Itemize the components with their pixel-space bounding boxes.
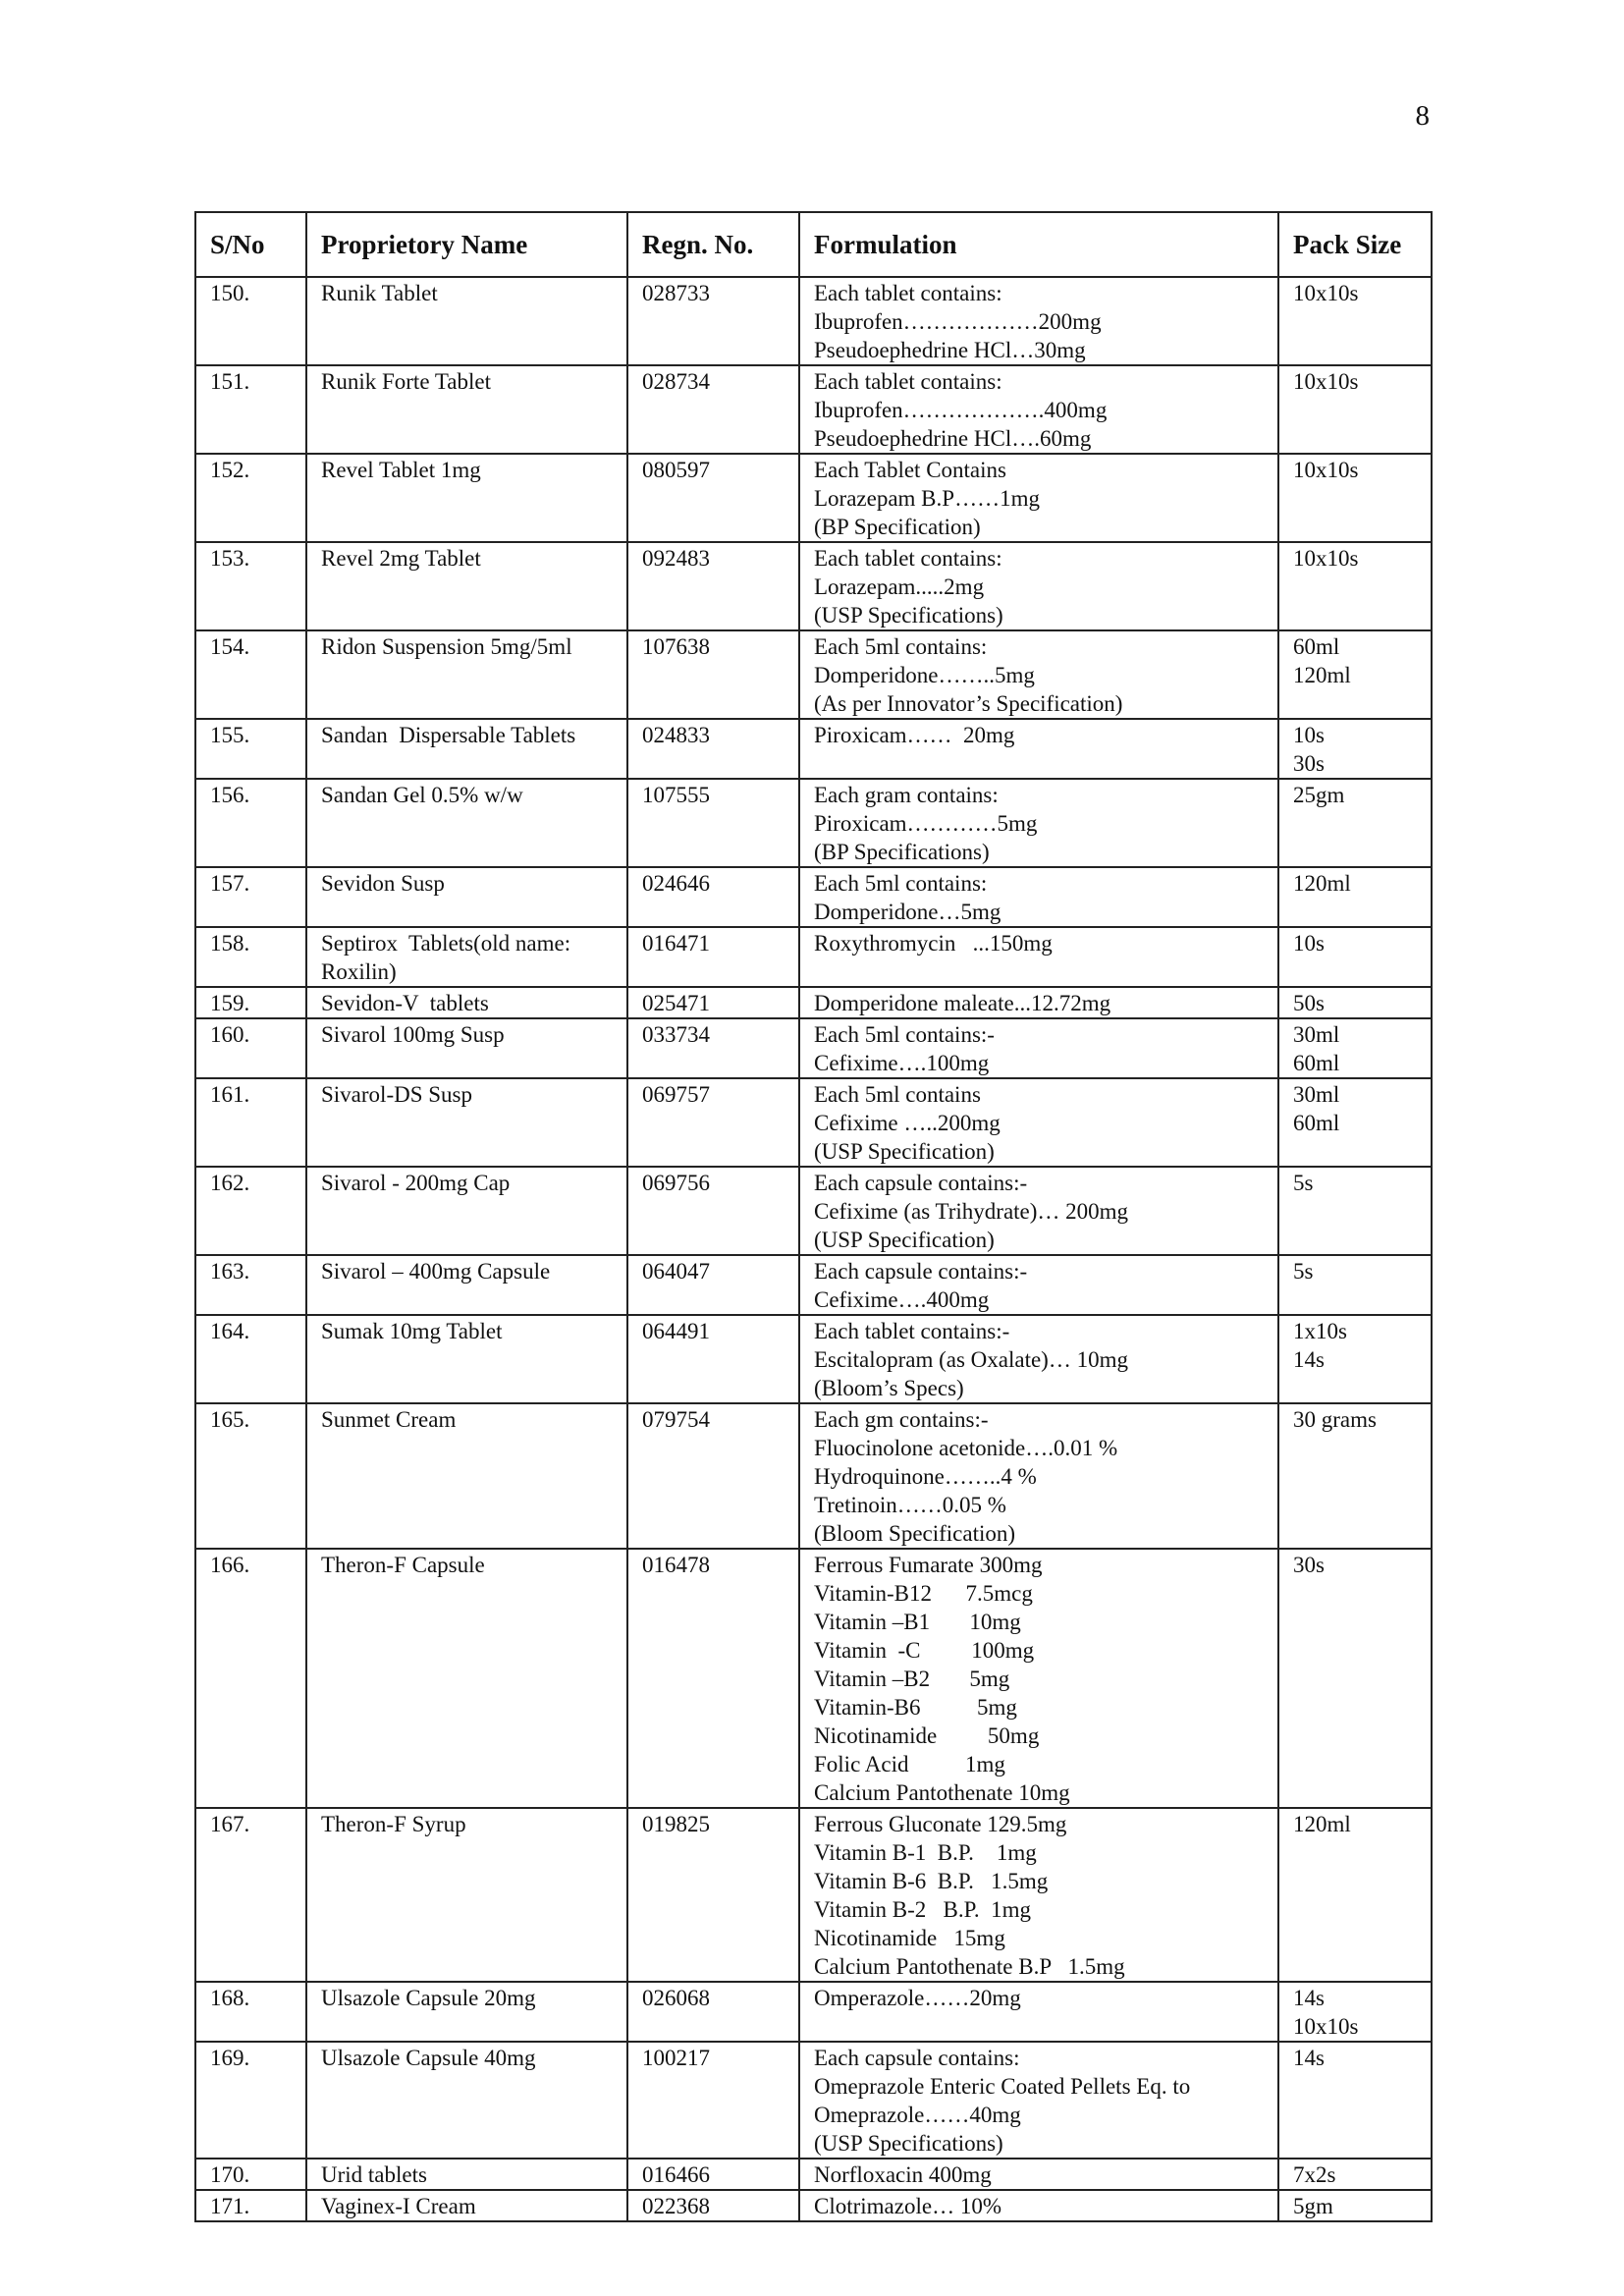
formulation-line: Vitamin –B2 5mg <box>814 1667 1010 1691</box>
cell-formulation <box>799 1018 1278 1078</box>
cell-sno: 167. <box>195 1808 306 1982</box>
cell-proprietory-name <box>306 1982 627 2042</box>
cell-proprietory-name <box>306 987 627 1018</box>
formulation-line: Each tablet contains: <box>814 281 1002 305</box>
name-line: Revel 2mg Tablet <box>321 546 481 571</box>
cell-proprietory-name <box>306 1403 627 1549</box>
pack-line: 10x10s <box>1293 546 1359 571</box>
cell-sno: 163. <box>195 1255 306 1315</box>
pack-line: 10x10s <box>1293 2014 1359 2039</box>
pack-line: 10s <box>1293 723 1325 747</box>
cell-formulation <box>799 2190 1278 2221</box>
formulation-line: Each capsule contains:- <box>814 1171 1028 1195</box>
table-row <box>195 1255 1432 1315</box>
formulation-line: (USP Specifications) <box>814 603 1003 628</box>
cell-proprietory-name <box>306 927 627 987</box>
pack-line: 5s <box>1293 1171 1314 1195</box>
cell-pack-size <box>1278 1982 1432 2042</box>
pack-line: 10s <box>1293 931 1325 956</box>
name-line: Ulsazole Capsule 40mg <box>321 2046 536 2070</box>
formulation-line: Roxythromycin ...150mg <box>814 931 1053 956</box>
cell-proprietory-name <box>306 2159 627 2190</box>
cell-proprietory-name <box>306 779 627 867</box>
name-line: Revel Tablet 1mg <box>321 458 481 482</box>
formulation-line: Folic Acid 1mg <box>814 1752 1005 1777</box>
formulation-line: Clotrimazole… 10% <box>814 2194 1001 2218</box>
formulation-line: Ferrous Gluconate 129.5mg <box>814 1812 1067 1836</box>
cell-formulation <box>799 2042 1278 2159</box>
cell-regn-no: 107555 <box>627 779 799 867</box>
formulation-line: Omperazole……20mg <box>814 1986 1021 2010</box>
name-line: Runik Tablet <box>321 281 438 305</box>
formulation-line: Each Tablet Contains <box>814 458 1006 482</box>
table-row <box>195 1808 1432 1982</box>
pack-line: 30 grams <box>1293 1407 1377 1432</box>
name-line: Sumak 10mg Tablet <box>321 1319 503 1343</box>
name-line: Urid tablets <box>321 2162 427 2187</box>
formulation-line: Vitamin B-1 B.P. 1mg <box>814 1840 1037 1865</box>
table-row <box>195 867 1432 927</box>
table-row <box>195 779 1432 867</box>
cell-regn-no: 025471 <box>627 987 799 1018</box>
cell-formulation <box>799 1255 1278 1315</box>
cell-regn-no: 019825 <box>627 1808 799 1982</box>
cell-regn-no: 079754 <box>627 1403 799 1549</box>
table-row <box>195 987 1432 1018</box>
pack-line: 60ml <box>1293 1111 1340 1135</box>
cell-regn-no: 092483 <box>627 542 799 630</box>
cell-proprietory-name <box>306 1167 627 1255</box>
cell-sno: 151. <box>195 365 306 454</box>
cell-sno: 170. <box>195 2159 306 2190</box>
cell-pack-size <box>1278 2190 1432 2221</box>
name-line: Sivarol 100mg Susp <box>321 1022 505 1047</box>
cell-proprietory-name <box>306 365 627 454</box>
name-line: Septirox Tablets(old name: <box>321 931 571 956</box>
cell-formulation <box>799 987 1278 1018</box>
formulation-line: (BP Specification) <box>814 515 981 539</box>
table-row <box>195 1982 1432 2042</box>
header-formulation: Formulation <box>799 212 1278 277</box>
cell-formulation <box>799 542 1278 630</box>
pack-line: 30s <box>1293 751 1325 776</box>
name-line: Sivarol-DS Susp <box>321 1082 472 1107</box>
cell-pack-size <box>1278 1018 1432 1078</box>
pack-line: 10x10s <box>1293 458 1359 482</box>
name-line: Roxilin) <box>321 959 397 984</box>
table-row <box>195 277 1432 365</box>
formulation-line: Domperidone……..5mg <box>814 663 1035 687</box>
formulation-line: Each 5ml contains: <box>814 871 988 896</box>
table-row <box>195 1018 1432 1078</box>
formulation-line: Each gram contains: <box>814 783 999 807</box>
formulation-line: Cefixime….100mg <box>814 1051 990 1075</box>
cell-regn-no: 028734 <box>627 365 799 454</box>
cell-pack-size <box>1278 927 1432 987</box>
cell-sno: 156. <box>195 779 306 867</box>
cell-formulation <box>799 719 1278 779</box>
pack-line: 120ml <box>1293 1812 1351 1836</box>
formulation-line: Each capsule contains: <box>814 2046 1020 2070</box>
formulation-line: Escitalopram (as Oxalate)… 10mg <box>814 1347 1128 1372</box>
cell-formulation <box>799 365 1278 454</box>
name-line: Theron-F Capsule <box>321 1553 485 1577</box>
pack-line: 5gm <box>1293 2194 1333 2218</box>
cell-pack-size <box>1278 987 1432 1018</box>
cell-pack-size <box>1278 1403 1432 1549</box>
formulation-line: Omeprazole Enteric Coated Pellets Eq. to <box>814 2074 1191 2099</box>
cell-regn-no: 064491 <box>627 1315 799 1403</box>
formulation-line: Lorazepam B.P……1mg <box>814 486 1040 511</box>
cell-regn-no: 069757 <box>627 1078 799 1167</box>
table-header-row <box>195 212 1432 277</box>
pack-line: 1x10s <box>1293 1319 1347 1343</box>
formulation-line: (USP Specifications) <box>814 2131 1003 2156</box>
cell-sno: 159. <box>195 987 306 1018</box>
cell-formulation <box>799 454 1278 542</box>
name-line: Sunmet Cream <box>321 1407 457 1432</box>
drug-registration-table <box>194 211 1433 2222</box>
formulation-line: Each capsule contains:- <box>814 1259 1028 1284</box>
pack-line: 30s <box>1293 1553 1325 1577</box>
formulation-line: Each gm contains:- <box>814 1407 989 1432</box>
cell-pack-size <box>1278 1167 1432 1255</box>
formulation-line: (Bloom Specification) <box>814 1521 1016 1546</box>
cell-regn-no: 016466 <box>627 2159 799 2190</box>
cell-regn-no: 069756 <box>627 1167 799 1255</box>
cell-formulation <box>799 779 1278 867</box>
formulation-line: Each tablet contains:- <box>814 1319 1010 1343</box>
cell-pack-size <box>1278 542 1432 630</box>
formulation-line: Vitamin-B12 7.5mcg <box>814 1581 1033 1606</box>
cell-formulation <box>799 1403 1278 1549</box>
cell-regn-no: 100217 <box>627 2042 799 2159</box>
cell-sno: 168. <box>195 1982 306 2042</box>
cell-formulation <box>799 1315 1278 1403</box>
cell-proprietory-name <box>306 454 627 542</box>
cell-sno: 165. <box>195 1403 306 1549</box>
cell-regn-no: 024833 <box>627 719 799 779</box>
cell-sno: 164. <box>195 1315 306 1403</box>
formulation-line: Pseudoephedrine HCl…30mg <box>814 338 1086 362</box>
cell-pack-size <box>1278 277 1432 365</box>
formulation-line: Pseudoephedrine HCl….60mg <box>814 426 1092 451</box>
header-regn-no: Regn. No. <box>627 212 799 277</box>
formulation-line: Ibuprofen………………200mg <box>814 309 1102 334</box>
name-line: Vaginex-I Cream <box>321 2194 476 2218</box>
cell-sno: 157. <box>195 867 306 927</box>
cell-sno: 153. <box>195 542 306 630</box>
formulation-line: Cefixime….400mg <box>814 1287 990 1312</box>
table-row <box>195 454 1432 542</box>
cell-pack-size <box>1278 867 1432 927</box>
name-line: Sevidon-V tablets <box>321 991 489 1015</box>
formulation-line: Ibuprofen……………….400mg <box>814 398 1108 422</box>
cell-formulation <box>799 630 1278 719</box>
cell-proprietory-name <box>306 2042 627 2159</box>
table-row <box>195 1078 1432 1167</box>
formulation-line: Lorazepam.....2mg <box>814 574 985 599</box>
cell-proprietory-name <box>306 277 627 365</box>
cell-pack-size <box>1278 1315 1432 1403</box>
pack-line: 30ml <box>1293 1022 1340 1047</box>
formulation-line: Ferrous Fumarate 300mg <box>814 1553 1043 1577</box>
table-row <box>195 1549 1432 1808</box>
cell-proprietory-name <box>306 1078 627 1167</box>
pack-line: 120ml <box>1293 871 1351 896</box>
cell-proprietory-name <box>306 1018 627 1078</box>
cell-sno: 158. <box>195 927 306 987</box>
cell-sno: 150. <box>195 277 306 365</box>
formulation-line: Domperidone maleate...12.72mg <box>814 991 1111 1015</box>
formulation-line: Piroxicam…………5mg <box>814 811 1038 836</box>
cell-proprietory-name <box>306 1255 627 1315</box>
formulation-line: (Bloom’s Specs) <box>814 1376 964 1400</box>
page-number: 8 <box>1415 100 1430 132</box>
cell-sno: 161. <box>195 1078 306 1167</box>
pack-line: 10x10s <box>1293 369 1359 394</box>
formulation-line: Norfloxacin 400mg <box>814 2162 992 2187</box>
formulation-line: Vitamin –B1 10mg <box>814 1610 1021 1634</box>
formulation-line: Cefixime (as Trihydrate)… 200mg <box>814 1199 1129 1224</box>
formulation-line: Each 5ml contains:- <box>814 1022 995 1047</box>
cell-regn-no: 064047 <box>627 1255 799 1315</box>
formulation-line: (USP Specification) <box>814 1139 995 1164</box>
cell-proprietory-name <box>306 630 627 719</box>
cell-regn-no: 107638 <box>627 630 799 719</box>
formulation-line: Nicotinamide 50mg <box>814 1723 1040 1748</box>
cell-proprietory-name <box>306 1315 627 1403</box>
cell-pack-size <box>1278 1255 1432 1315</box>
name-line: Ulsazole Capsule 20mg <box>321 1986 536 2010</box>
cell-sno: 154. <box>195 630 306 719</box>
name-line: Sevidon Susp <box>321 871 445 896</box>
name-line: Sivarol – 400mg Capsule <box>321 1259 551 1284</box>
name-line: Runik Forte Tablet <box>321 369 492 394</box>
name-line: Ridon Suspension 5mg/5ml <box>321 634 572 659</box>
formulation-line: Vitamin-B6 5mg <box>814 1695 1017 1720</box>
table-row <box>195 630 1432 719</box>
cell-sno: 155. <box>195 719 306 779</box>
formulation-line: Each 5ml contains <box>814 1082 981 1107</box>
cell-formulation <box>799 867 1278 927</box>
formulation-line: Calcium Pantothenate 10mg <box>814 1780 1070 1805</box>
name-line: Theron-F Syrup <box>321 1812 466 1836</box>
formulation-line: Omeprazole……40mg <box>814 2103 1021 2127</box>
formulation-line: (As per Innovator’s Specification) <box>814 691 1123 716</box>
formulation-line: Fluocinolone acetonide….0.01 % <box>814 1436 1118 1460</box>
formulation-line: Domperidone…5mg <box>814 900 1001 924</box>
cell-proprietory-name <box>306 1808 627 1982</box>
cell-regn-no: 024646 <box>627 867 799 927</box>
formulation-line: Cefixime …..200mg <box>814 1111 1001 1135</box>
pack-line: 14s <box>1293 1986 1325 2010</box>
header-sno: S/No <box>195 212 306 277</box>
table-row <box>195 1315 1432 1403</box>
cell-pack-size <box>1278 2159 1432 2190</box>
cell-regn-no: 080597 <box>627 454 799 542</box>
formulation-line: Vitamin B-6 B.P. 1.5mg <box>814 1869 1049 1893</box>
header-pack-size: Pack Size <box>1278 212 1432 277</box>
cell-regn-no: 016478 <box>627 1549 799 1808</box>
table-row <box>195 2042 1432 2159</box>
formulation-line: Hydroquinone……..4 % <box>814 1464 1037 1489</box>
cell-pack-size <box>1278 1549 1432 1808</box>
cell-formulation <box>799 1549 1278 1808</box>
table-row <box>195 1403 1432 1549</box>
cell-pack-size <box>1278 1078 1432 1167</box>
cell-proprietory-name <box>306 542 627 630</box>
pack-line: 60ml <box>1293 634 1340 659</box>
pack-line: 25gm <box>1293 783 1345 807</box>
cell-proprietory-name <box>306 719 627 779</box>
cell-regn-no: 022368 <box>627 2190 799 2221</box>
cell-sno: 171. <box>195 2190 306 2221</box>
table-row <box>195 927 1432 987</box>
table-row <box>195 719 1432 779</box>
cell-sno: 166. <box>195 1549 306 1808</box>
pack-line: 5s <box>1293 1259 1314 1284</box>
pack-line: 14s <box>1293 1347 1325 1372</box>
cell-regn-no: 026068 <box>627 1982 799 2042</box>
cell-formulation <box>799 277 1278 365</box>
formulation-line: (BP Specifications) <box>814 840 990 864</box>
formulation-line: Calcium Pantothenate B.P 1.5mg <box>814 1954 1125 1979</box>
cell-sno: 152. <box>195 454 306 542</box>
formulation-line: Vitamin -C 100mg <box>814 1638 1035 1663</box>
cell-pack-size <box>1278 454 1432 542</box>
pack-line: 60ml <box>1293 1051 1340 1075</box>
cell-pack-size <box>1278 779 1432 867</box>
cell-regn-no: 016471 <box>627 927 799 987</box>
formulation-line: (USP Specification) <box>814 1228 995 1252</box>
cell-formulation <box>799 1982 1278 2042</box>
name-line: Sandan Gel 0.5% w/w <box>321 783 523 807</box>
pack-line: 10x10s <box>1293 281 1359 305</box>
cell-formulation <box>799 1808 1278 1982</box>
formulation-line: Vitamin B-2 B.P. 1mg <box>814 1897 1031 1922</box>
cell-pack-size <box>1278 1808 1432 1982</box>
cell-proprietory-name <box>306 867 627 927</box>
table-row <box>195 542 1432 630</box>
cell-sno: 169. <box>195 2042 306 2159</box>
table-row <box>195 2159 1432 2190</box>
formulation-line: Piroxicam…… 20mg <box>814 723 1015 747</box>
table-row <box>195 2190 1432 2221</box>
formulation-line: Each 5ml contains: <box>814 634 988 659</box>
formulation-line: Each tablet contains: <box>814 369 1002 394</box>
header-proprietory-name: Proprietory Name <box>306 212 627 277</box>
cell-sno: 160. <box>195 1018 306 1078</box>
cell-formulation <box>799 927 1278 987</box>
table-row <box>195 1167 1432 1255</box>
formulation-line: Nicotinamide 15mg <box>814 1926 1005 1950</box>
cell-pack-size <box>1278 719 1432 779</box>
pack-line: 7x2s <box>1293 2162 1336 2187</box>
cell-pack-size <box>1278 2042 1432 2159</box>
formulation-line: Tretinoin……0.05 % <box>814 1493 1006 1517</box>
cell-formulation <box>799 1078 1278 1167</box>
pack-line: 14s <box>1293 2046 1325 2070</box>
pack-line: 120ml <box>1293 663 1351 687</box>
name-line: Sandan Dispersable Tablets <box>321 723 576 747</box>
cell-sno: 162. <box>195 1167 306 1255</box>
pack-line: 30ml <box>1293 1082 1340 1107</box>
cell-formulation <box>799 2159 1278 2190</box>
cell-formulation <box>799 1167 1278 1255</box>
cell-regn-no: 028733 <box>627 277 799 365</box>
cell-proprietory-name <box>306 1549 627 1808</box>
table-row <box>195 365 1432 454</box>
name-line: Sivarol - 200mg Cap <box>321 1171 511 1195</box>
formulation-line: Each tablet contains: <box>814 546 1002 571</box>
pack-line: 50s <box>1293 991 1325 1015</box>
cell-pack-size <box>1278 630 1432 719</box>
cell-proprietory-name <box>306 2190 627 2221</box>
table-body <box>195 277 1432 2221</box>
cell-pack-size <box>1278 365 1432 454</box>
cell-regn-no: 033734 <box>627 1018 799 1078</box>
